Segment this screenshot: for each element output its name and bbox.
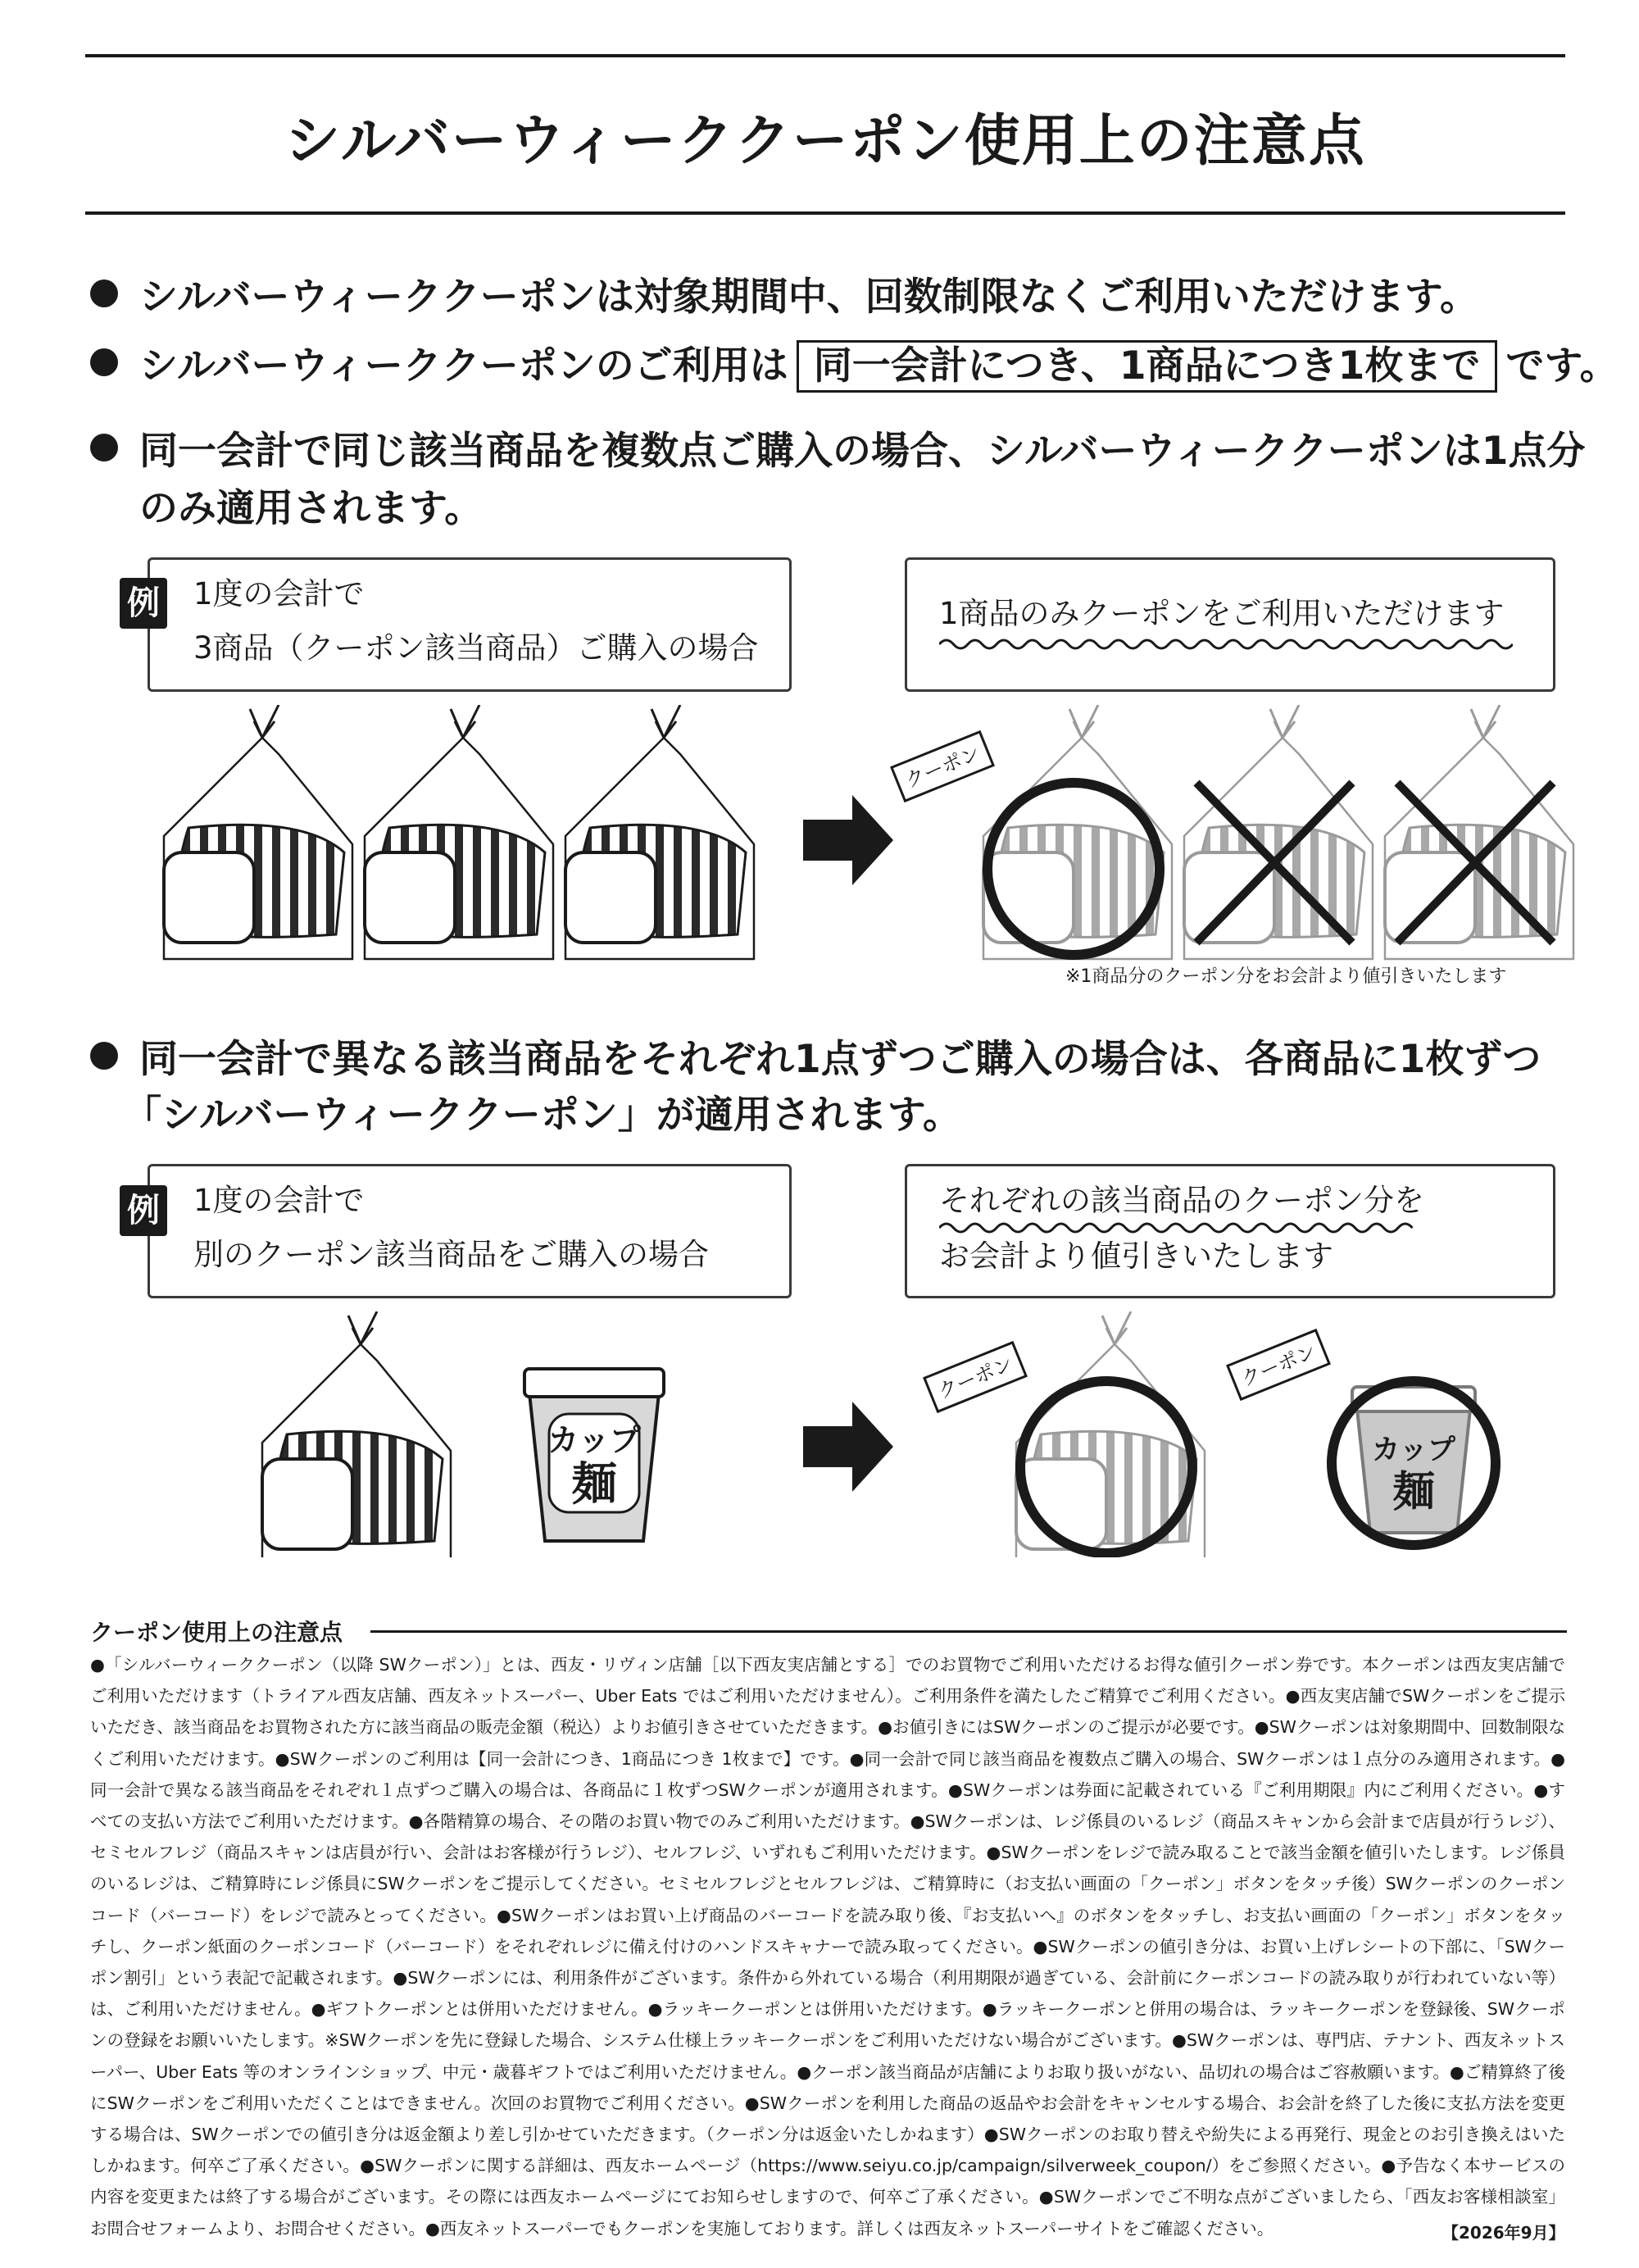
cup-label-top: カップ (1372, 1434, 1455, 1466)
bread-bag-icon (262, 1311, 451, 1557)
cup-label-bottom: 麺 (571, 1458, 617, 1511)
bullet-2: シルバーウィーククーポンのご利用は 同一会計につき、1商品につき1枚まで です。 (90, 340, 1619, 393)
coupon-tag-icon (924, 1343, 1026, 1411)
issue-date: 【2026年9月】 (1442, 2223, 1565, 2243)
example1-result: 1商品のみクーポンをご利用いただけます (939, 596, 1505, 631)
coupon-tag-icon (892, 732, 993, 801)
example2-illustration (0, 1311, 1639, 1557)
example2-line2: 別のクーポン該当商品をご購入の場合 (193, 1237, 709, 1272)
bullet-4: 同一会計で異なる該当商品をそれぞれ1点ずつご購入の場合は、各商品に1枚ずつ (90, 1034, 1541, 1085)
example2-result-line1: それぞれの該当商品のクーポン分を (939, 1183, 1424, 1218)
example1-line1: 1度の会計で (193, 576, 365, 611)
example-badge: 例 (120, 1185, 167, 1236)
bullet-3: 同一会計で同じ該当商品を複数点ご購入の場合、シルバーウィーククーポンは1点分 (90, 426, 1585, 477)
title-rule (85, 211, 1565, 215)
example1-line2: 3商品（クーポン該当商品）ご購入の場合 (193, 630, 759, 666)
bread-bag-icon (164, 705, 352, 959)
fine-print-rule (370, 1630, 1567, 1633)
example2-result-line2: お会計より値引きいたします (939, 1239, 1333, 1274)
bullet-dot-icon (90, 348, 118, 376)
page-title: シルバーウィーククーポン使用上の注意点 (284, 109, 1366, 174)
bullet-dot-icon (90, 1042, 118, 1070)
bullet-4-cont: 「シルバーウィーククーポン」が適用されます。 (123, 1093, 961, 1138)
bullet-3-cont: のみ適用されます。 (139, 486, 484, 531)
example-badge: 例 (120, 578, 167, 629)
arrow-right-icon (803, 795, 893, 885)
bullet-dot-icon (90, 434, 118, 461)
top-rule (85, 54, 1565, 57)
arrow-right-icon (803, 1402, 893, 1492)
fine-print-title: クーポン使用上の注意点 (90, 1619, 343, 1646)
svg-text:クーポン: クーポン (934, 1352, 1017, 1403)
fine-print-body: ●「シルバーウィーククーポン（以降 SWクーポン）」とは、西友・リヴィン店舗［以下西友実店舗とする］でのお買物でご利用いただけるお得な値引クーポン券です。本クーポンは西友実店舗でご利用いただけます（トライアル西友店舗、西友ネットスーパー、Uber Eats ではご利用いただけません）。ご利用条件を満たしたご精算でご利用ください。●西友実店舗でSWクーポンをご提示いただき、該当商品をお買物された方に該当商品の販売金額（税込）よりお値引きさせていただきます。●お値引きにはSWクーポンのご提示が必要です。●SWクーポンは対象期間中、回数制限なくご利用いただけます。●SWクーポンのご利用は【同一会計につき、1商品につき 1枚まで】です。●同一会計で同じ該当商品を複数点ご購入の場合、SWクーポンは１点分のみ適用されます。●同一会計で異なる該当商品をそれぞれ１点ずつご購入の場合は、各商品に１枚ずつSWクーポンが適用されます。●SWクーポンは券面に記載されている『ご利用期限』内にご利用ください。●すべての支払い方法でご利用いただけます。●各階精算の場合、その階のお買い物でのみご利用いただけます。●SWクーポンは、レジ係員のいるレジ（商品スキャンから会計まで店員が行うレジ）、セミセルフレジ（商品スキャンは店員が行い、会計はお客様が行うレジ）、セルフレジ、いずれもご利用いただけます。●SWクーポンをレジで読み取ることで該当金額を値引いたします。レジ係員のいるレジは、ご精算時にレジ係員にSWクーポンをご提示してください。セミセルフレジとセルフレジは、ご精算時に（お支払い画面の「クーポン」ボタンをタッチ後）SWクーポンのクーポンコード（バーコード）をレジで読みとってください。●SWクーポンはお買い上げ商品のバーコードを読み取り後、『お支払いへ』のボタンをタッチし、お支払い画面の「クーポン」ボタンをタッチし、クーポン紙面のクーポンコード（バーコード）をそれぞれレジに備え付けのハンドスキャナーで読み取ってください。●SWクーポンの値引き分は、お買い上げレシートの下部に、「SWクーポン割引」という表記で記載されます。●SWクーポンには、利用条件がございます。条件から外れている場合（利用期限が過ぎている、会計前にクーポンコードの読み取りが行われていない等）は、ご利用いただけません。●ギフトクーポンとは併用いただけません。●ラッキークーポンとは併用いただけます。●ラッキークーポンと併用の場合は、ラッキークーポンを登録後、SWクーポンの登録をお願いいたします。※SWクーポンを先に登録した場合、システム仕様上ラッキークーポンをご利用いただけない場合がございます。●SWクーポンは、専門店、テナント、西友ネットスーパー、Uber Eats 等のオンラインショップ、中元・歳暮ギフトではご利用いただけません。●クーポン該当商品が店舗によりお取り扱いがない、品切れの場合はご容赦願います。●ご精算終了後にSWクーポンをご利用いただくことはできません。次回のお買物でご利用ください。●SWクーポンを利用した商品の返品やお会計をキャンセルする場合、お会計を終了した後に支払方法を変更する場合は、SWクーポンでの値引き分は返金額より差し引かせていただきます。（クーポン分は返金いたしかねます）●SWクーポンのお取り替えや紛失による再発行、現金とのお引き換えはいたしかねます。何卒ご了承ください。●SWクーポンに関する詳細は、西友ホームページ（https://www.seiyu.co.jp/campaign/silverweek_coupon/）をご参照ください。●予告なく本サービスの内容を変更または終了する場合がございます。その際には西友ホームページにてお知らせしますので、何卒ご了承ください。●SWクーポンでご不明な点がございましたら、「西友お客様相談室」お問合せフォームより、お問合せください。●西友ネットスーパーでもクーポンを実施しております。詳しくは西友ネットスーパーサイトをご確認ください。 (90, 1655, 1565, 2238)
example2-line1: 1度の会計で (193, 1183, 365, 1218)
limit-box: 同一会計につき、1商品につき1枚まで (797, 340, 1498, 393)
coupon-tag-icon (1228, 1330, 1329, 1399)
bread-bag-icon (365, 705, 553, 959)
cup-label-top: カップ (547, 1422, 641, 1458)
example1-footnote: ※1商品分のクーポン分をお会計より値引きいたします (1065, 966, 1507, 987)
svg-text:クーポン: クーポン (901, 741, 984, 793)
cup-label-bottom: 麺 (1392, 1468, 1436, 1517)
wavy-underline-icon (939, 636, 1513, 652)
bullet-dot-icon (90, 280, 118, 307)
svg-text:クーポン: クーポン (1237, 1339, 1320, 1391)
bullet-1: シルバーウィーククーポンは対象期間中、回数制限なくご利用いただけます。 (90, 272, 1478, 323)
bread-bag-icon (565, 705, 754, 959)
